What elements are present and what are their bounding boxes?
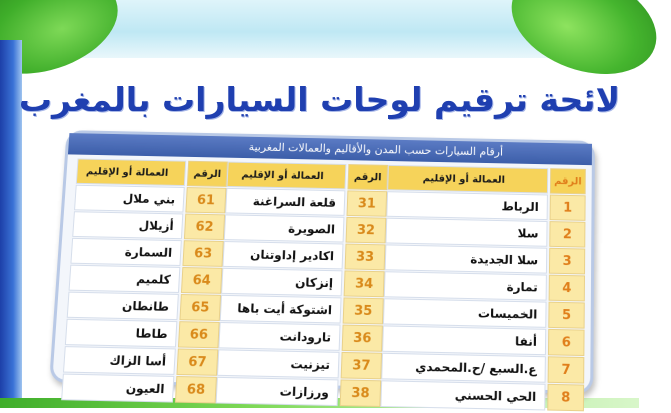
- region-name: كلميم: [69, 265, 181, 293]
- table-row: [222, 241, 385, 270]
- page-title: لائحة ترقيم لوحات السيارات بالمغرب: [18, 80, 621, 119]
- table-row: [67, 292, 221, 321]
- table-row: [224, 214, 386, 243]
- plate-number: 37: [341, 352, 382, 379]
- table-row: [69, 265, 223, 294]
- plate-number: 8: [547, 384, 584, 411]
- table-row: [72, 211, 225, 240]
- table-row: [220, 295, 384, 325]
- table-row: [221, 268, 385, 297]
- plate-number: 63: [182, 240, 223, 267]
- region-name: قلعة السراغنة: [225, 188, 345, 216]
- plate-number: 68: [175, 376, 217, 404]
- plates-table-image: [50, 130, 590, 406]
- table-row: [216, 377, 382, 407]
- plate-number: 65: [179, 294, 221, 321]
- plate-number: 34: [344, 270, 385, 297]
- region-name: سلا الجديدة: [385, 244, 548, 273]
- header-row: [387, 165, 586, 194]
- region-name: أسا الزاك: [63, 346, 176, 375]
- header-region: العمالة أو الإقليم: [76, 158, 186, 186]
- plate-number: 67: [176, 348, 218, 375]
- header-region: العمالة أو الإقليم: [226, 162, 346, 190]
- column-group-2: [216, 162, 388, 408]
- plate-number: 7: [548, 356, 585, 383]
- header-number: الرقم: [187, 161, 228, 187]
- header-row: [226, 162, 387, 191]
- table-row: [218, 322, 383, 352]
- region-name: الرباط: [386, 191, 548, 220]
- table-row: [382, 325, 585, 356]
- header-region: العمالة أو الإقليم: [387, 165, 548, 194]
- region-name: أزيلال: [72, 211, 183, 239]
- plate-number: 38: [340, 379, 382, 407]
- plate-number: 36: [342, 325, 383, 352]
- region-name: اكادير إداوتنان: [222, 241, 343, 269]
- table-caption: أرقام السيارات حسب المدن والأقاليم والعمالات المغربية: [68, 133, 592, 165]
- region-name: تيزنيت: [217, 349, 340, 378]
- region-name: العيون: [61, 374, 174, 403]
- plate-number: 4: [549, 275, 585, 302]
- header-number: الرقم: [347, 164, 387, 190]
- table-grid: [51, 154, 592, 412]
- region-name: أنفا: [382, 325, 546, 355]
- plate-number: 31: [346, 190, 387, 216]
- plate-number: 35: [343, 297, 384, 324]
- plate-number: 61: [185, 187, 226, 213]
- region-name: طاطا: [65, 319, 178, 348]
- table-row: [385, 244, 586, 274]
- table-row: [380, 380, 584, 411]
- region-name: اشتوكة أيت باها: [220, 295, 342, 324]
- region-name: الخميسات: [383, 298, 547, 328]
- plate-number: 2: [549, 221, 585, 247]
- table-row: [217, 349, 382, 379]
- plate-number: 32: [346, 217, 387, 244]
- region-name: الحي الحسني: [380, 380, 545, 410]
- table-row: [386, 191, 585, 221]
- plate-number: 3: [549, 248, 585, 275]
- header-row: [76, 158, 228, 186]
- table-row: [381, 353, 584, 384]
- region-name: تارودانت: [218, 322, 340, 351]
- plate-number: 62: [184, 214, 225, 240]
- table-row: [385, 218, 585, 248]
- region-name: إنزكان: [221, 268, 342, 297]
- column-group-3: [61, 158, 228, 404]
- table-row: [65, 319, 220, 349]
- column-group-1: [380, 165, 586, 412]
- region-name: تمارة: [384, 271, 547, 300]
- region-name: ورزازات: [216, 377, 339, 406]
- plate-number: 1: [550, 195, 586, 221]
- region-name: ع.السبع /ح.المحمدي: [381, 353, 546, 383]
- plate-number: 66: [178, 321, 220, 348]
- table-row: [383, 298, 585, 328]
- region-name: بني ملال: [74, 185, 185, 213]
- plate-number: 64: [181, 267, 222, 294]
- region-name: السمارة: [70, 238, 181, 266]
- header-number: الرقم: [550, 168, 586, 194]
- plates-table: [49, 130, 595, 406]
- table-row: [74, 185, 226, 214]
- region-name: الصويرة: [224, 214, 345, 242]
- table-row: [225, 188, 387, 217]
- region-name: طانطان: [67, 292, 179, 320]
- region-name: سلا: [385, 218, 547, 247]
- table-row: [70, 238, 223, 267]
- plate-number: 5: [548, 302, 585, 329]
- plate-number: 6: [548, 329, 585, 356]
- table-row: [63, 346, 218, 376]
- table-row: [61, 374, 217, 404]
- table-row: [384, 271, 585, 301]
- plate-number: 33: [345, 244, 386, 271]
